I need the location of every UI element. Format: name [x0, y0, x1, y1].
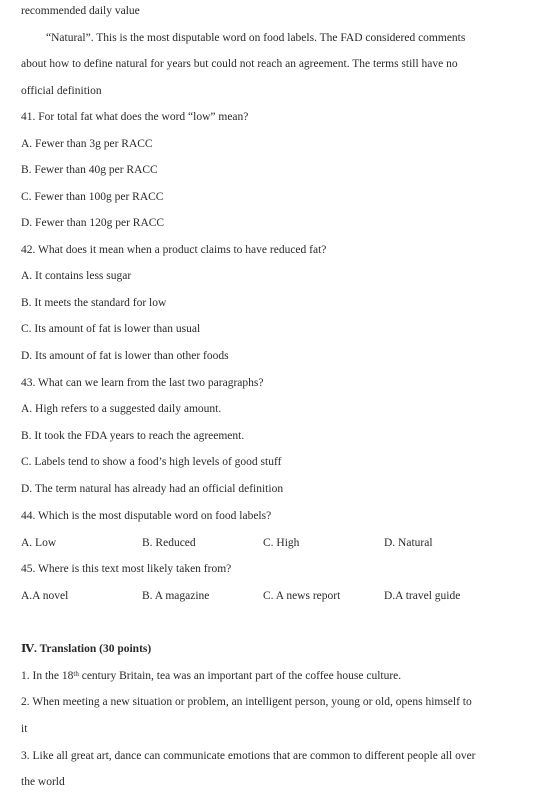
question-44-option-b: B. Reduced: [142, 537, 196, 549]
question-42-stem: 42. What does it mean when a product claims to have reduced fat?: [21, 244, 327, 256]
question-42-option-d: D. Its amount of fat is lower than other foods: [21, 350, 229, 362]
passage-line: recommended daily value: [21, 5, 140, 17]
question-44-option-d: D. Natural: [384, 537, 433, 549]
translation-item-2: 2. When meeting a new situation or problem, an intelligent person, young or old, opens himself to: [21, 696, 472, 708]
question-45-option-d: D.A travel guide: [384, 590, 461, 602]
question-45-option-c: C. A news report: [263, 590, 341, 602]
question-43-option-c: C. Labels tend to show a food’s high levels of good stuff: [21, 456, 282, 468]
translation-item-3-cont: the world: [21, 776, 65, 788]
question-41-option-b: B. Fewer than 40g per RACC: [21, 164, 158, 176]
question-42-option-c: C. Its amount of fat is lower than usual: [21, 323, 201, 335]
question-42-option-b: B. It meets the standard for low: [21, 297, 167, 309]
question-45-option-b: B. A magazine: [142, 590, 210, 602]
passage-line: official definition: [21, 85, 102, 97]
ordinal-suffix: th: [73, 670, 79, 678]
question-41-stem: 41. For total fat what does the word “low” mean?: [21, 111, 249, 123]
translation-item-1: [21, 669, 519, 683]
passage-line: “Natural”. This is the most disputable word on food labels. The FAD considered comments: [46, 32, 466, 44]
question-44-stem: 44. Which is the most disputable word on food labels?: [21, 510, 272, 522]
question-43-option-b: B. It took the FDA years to reach the agreement.: [21, 430, 245, 442]
question-43-stem: 43. What can we learn from the last two paragraphs?: [21, 377, 264, 389]
question-44-option-a: A. Low: [21, 537, 57, 549]
translation-item-2-cont: it: [21, 723, 28, 735]
question-44-option-c: C. High: [263, 537, 300, 549]
passage-line: about how to define natural for years but could not reach an agreement. The terms still have no: [21, 58, 458, 70]
question-43-option-d: D. The term natural has already had an official definition: [21, 483, 284, 495]
question-41-option-d: D. Fewer than 120g per RACC: [21, 217, 165, 229]
section-heading-translation: Ⅳ. Translation (30 points): [21, 643, 152, 655]
translation-item-1-text-rest: century Britain, tea was an important part of the coffee house culture.: [78, 670, 402, 682]
question-45-option-a: A.A novel: [21, 590, 69, 602]
question-42-option-a: A. It contains less sugar: [21, 270, 132, 282]
translation-item-1-text: 1. In the 18: [21, 670, 74, 682]
question-45-stem: 45. Where is this text most likely taken from?: [21, 563, 232, 575]
question-41-option-a: A. Fewer than 3g per RACC: [21, 138, 153, 150]
question-41-option-c: C. Fewer than 100g per RACC: [21, 191, 164, 203]
question-43-option-a: A. High refers to a suggested daily amount.: [21, 403, 222, 415]
translation-item-3: 3. Like all great art, dance can communicate emotions that are common to different people all over: [21, 750, 476, 762]
